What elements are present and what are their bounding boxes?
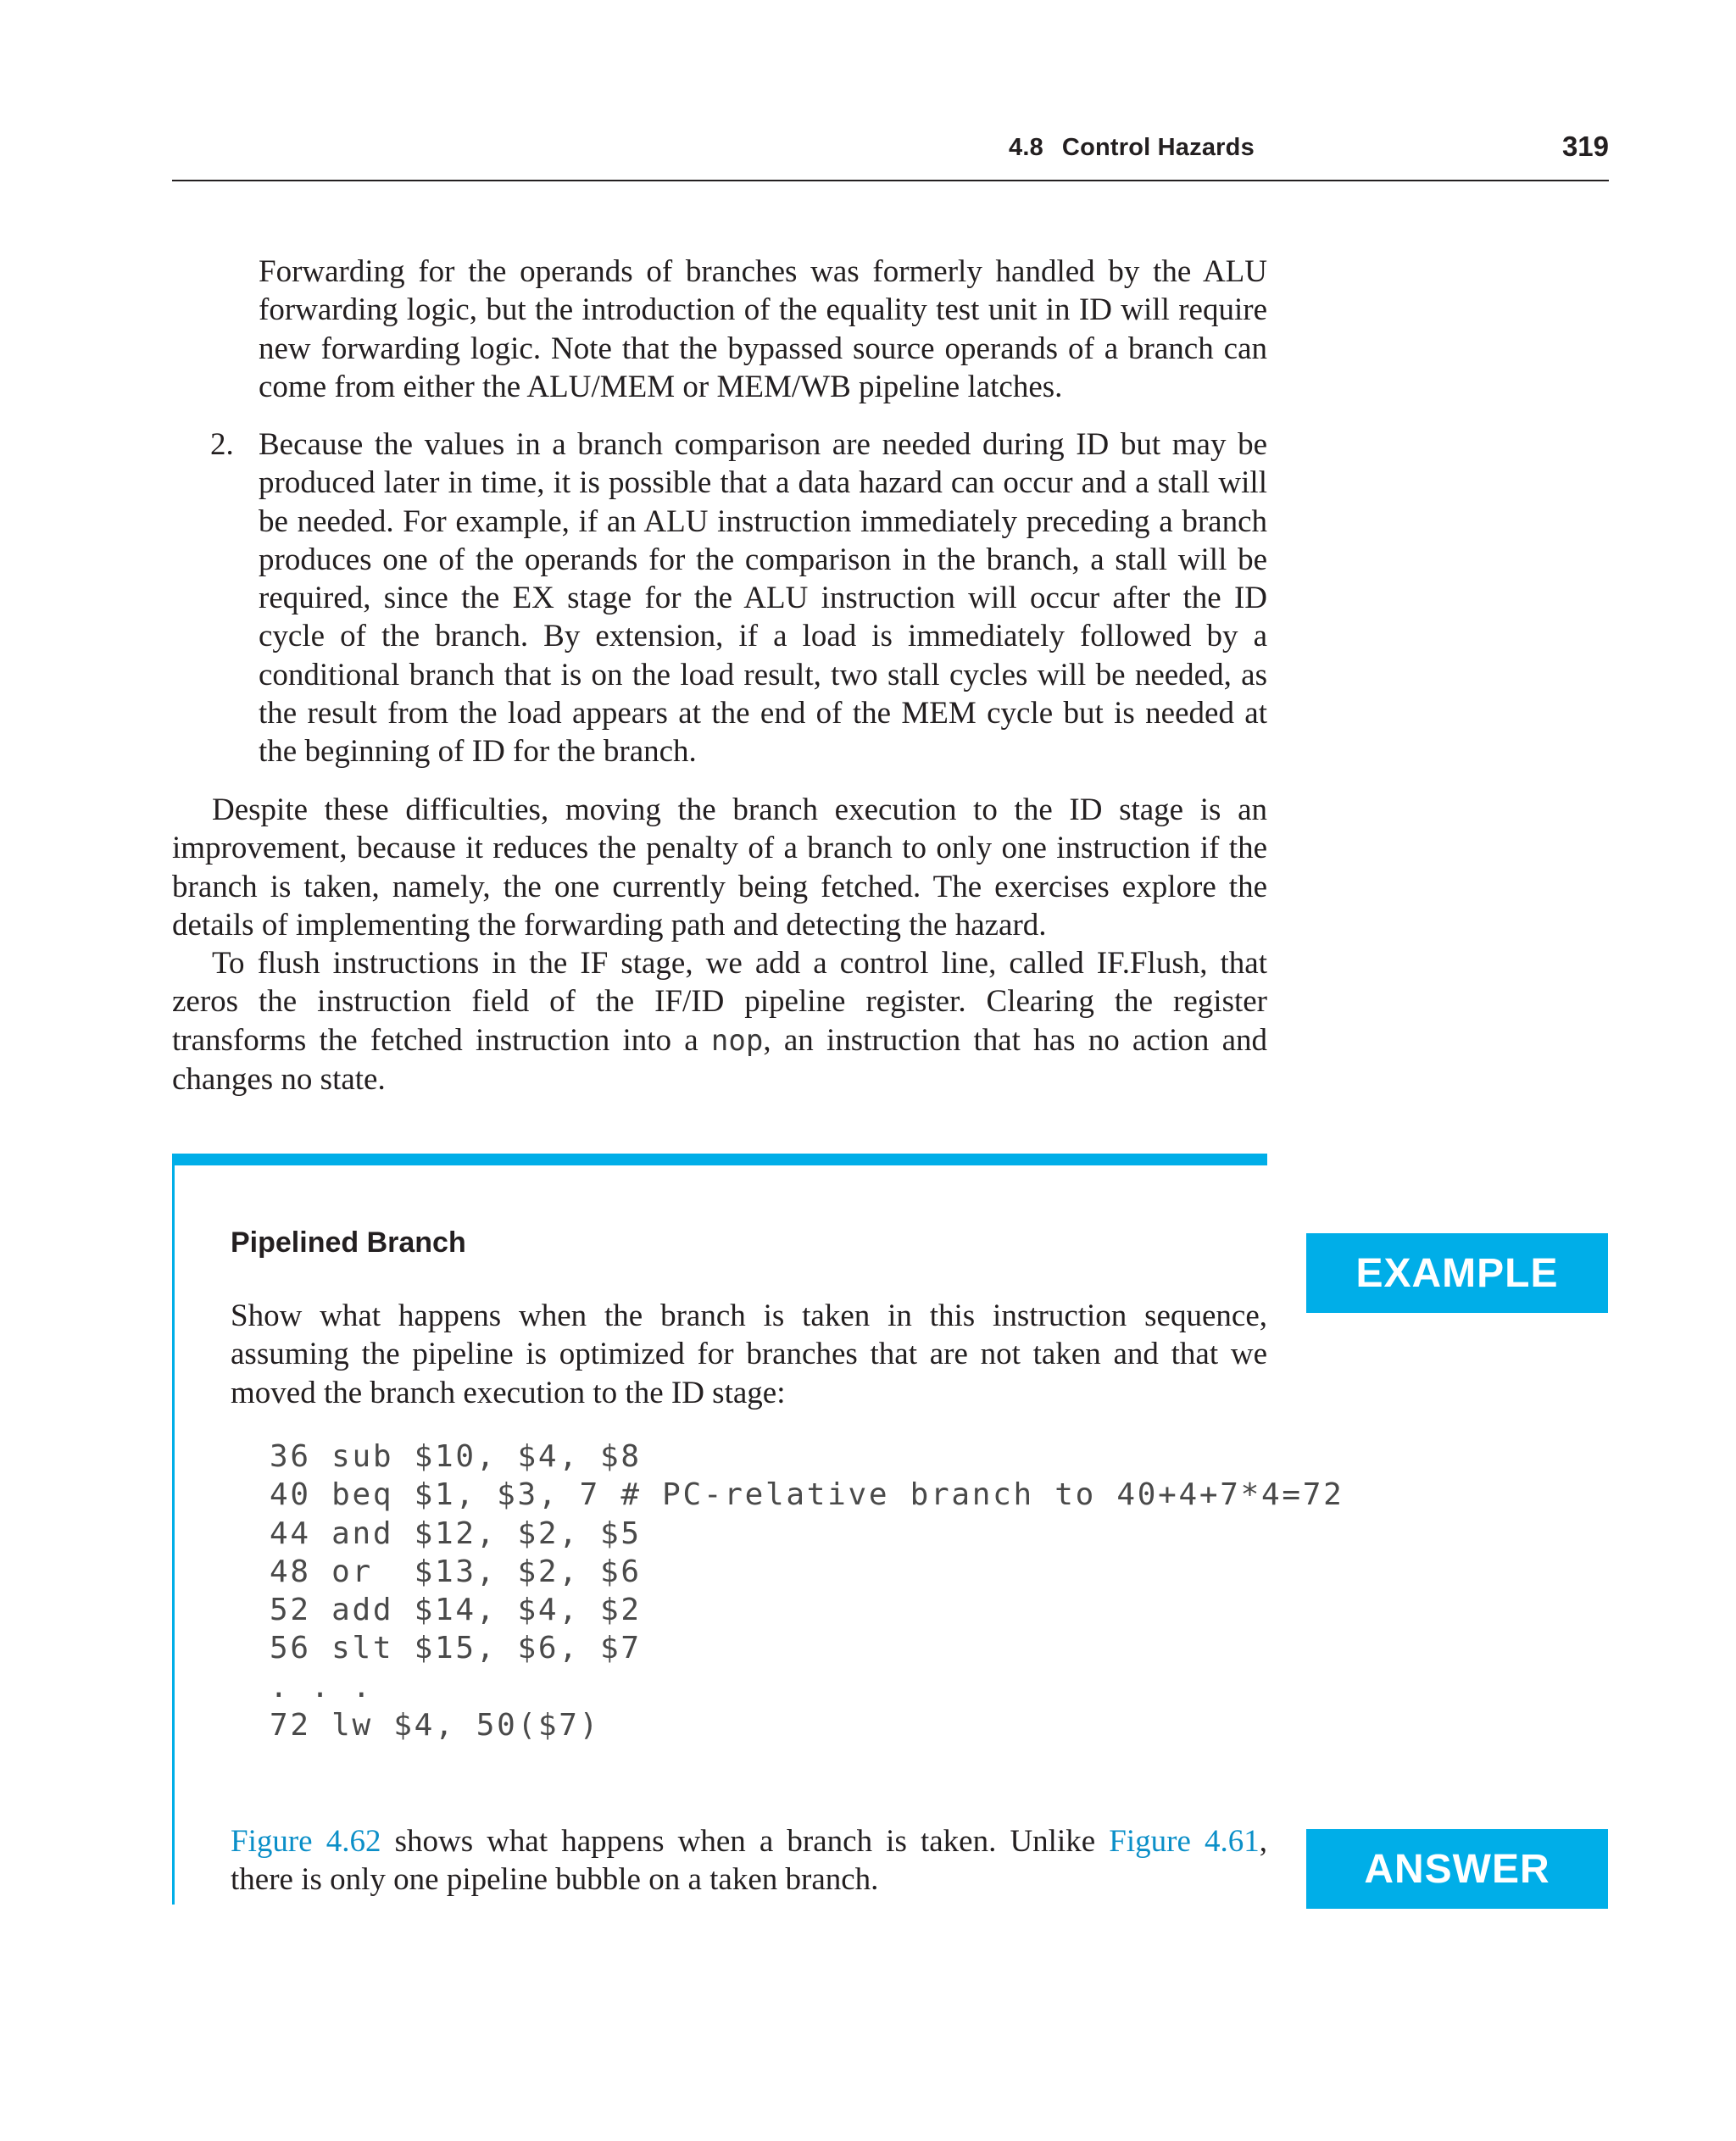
example-left-rule bbox=[172, 1154, 175, 1905]
section-title: Control Hazards bbox=[1061, 134, 1255, 161]
code-line: . . . bbox=[270, 1669, 373, 1704]
list-item-number: 2. bbox=[210, 427, 234, 462]
running-header bbox=[172, 127, 1609, 181]
example-tag: EXAMPLE bbox=[1306, 1233, 1608, 1313]
answer-tag: ANSWER bbox=[1306, 1829, 1608, 1909]
figure-4-62-link[interactable]: Figure 4.62 bbox=[231, 1824, 381, 1859]
code-line: 48 or $13, $2, $6 bbox=[270, 1554, 642, 1589]
answer-text-part2: , there is only one pipeline bubble on a taken branch. bbox=[231, 1824, 1267, 1898]
code-line: 40 beq $1, $3, 7 # PC-relative branch to 40+4+7*4=72 bbox=[270, 1477, 1344, 1513]
figure-4-61-link[interactable]: Figure 4.61 bbox=[1109, 1824, 1260, 1859]
flush-text-end: , an instruction that has no action and changes no state. bbox=[172, 1022, 1267, 1097]
code-line: 56 slt $15, $6, $7 bbox=[270, 1631, 642, 1666]
list-item-data-hazard: Because the values in a branch comparison are needed during ID but may be produced later in time, it is possible that a data hazard can occur and a stall will be needed. For example, if an ALU instruction immediately preceding a branch produces one of the operands for the comparison in the branch, a stall will be required, since the EX stage for the ALU instruction will occur after the ID cycle of the branch. By extension, if a load is immediately followed by a conditional branch that is on the load result, two stall cycles will be needed, as the result from the load appears at the end of the MEM cycle but is needed at the beginning of ID for the branch. bbox=[259, 427, 1267, 770]
paragraph-forwarding: Forwarding for the operands of branches was formerly handled by the ALU forwarding logic, but the introduction of the equality test unit in ID will require new forwarding logic. Note that the bypassed source operands of a branch can come from either the ALU/MEM or MEM/WB pipeline latches. bbox=[259, 254, 1267, 404]
section-heading bbox=[1009, 134, 1255, 162]
paragraph-despite-difficulties: Despite these difficulties, moving the branch execution to the ID stage is an improvement, because it reduces the penalty of a branch to only one instruction if the branch is taken, namely, the one currently being fetched. The exercises explore the details of implementing the forwarding path and detecting the hazard. bbox=[172, 792, 1267, 943]
page-number: 319 bbox=[1561, 131, 1609, 162]
answer-text bbox=[231, 1822, 1267, 1899]
code-line: 72 lw $4, 50($7) bbox=[270, 1708, 600, 1743]
example-title: Pipelined Branch bbox=[231, 1226, 466, 1259]
answer-text-part1: shows what happens when a branch is taken. Unlike bbox=[381, 1824, 1110, 1859]
paragraph-flush-instructions bbox=[172, 944, 1267, 1098]
example-top-rule bbox=[172, 1154, 1267, 1165]
flush-text-start: To flush instructions in the IF stage, we add a control line, called IF.Flush, that zeros the instruction field of the IF/ID pipeline register. Clearing the register transforms the fetched instruction into a bbox=[172, 946, 1267, 1058]
section-number: 4.8 bbox=[1009, 134, 1043, 161]
code-listing bbox=[270, 1438, 1344, 1744]
code-line: 44 and $12, $2, $5 bbox=[270, 1515, 642, 1551]
code-line: 36 sub $10, $4, $8 bbox=[270, 1439, 642, 1474]
code-line: 52 add $14, $4, $2 bbox=[270, 1593, 642, 1628]
nop-code: nop bbox=[710, 1023, 764, 1058]
example-intro: Show what happens when the branch is taken in this instruction sequence, assuming the pipeline is optimized for branches that are not taken and that we moved the branch execution to the ID stage: bbox=[231, 1299, 1267, 1410]
